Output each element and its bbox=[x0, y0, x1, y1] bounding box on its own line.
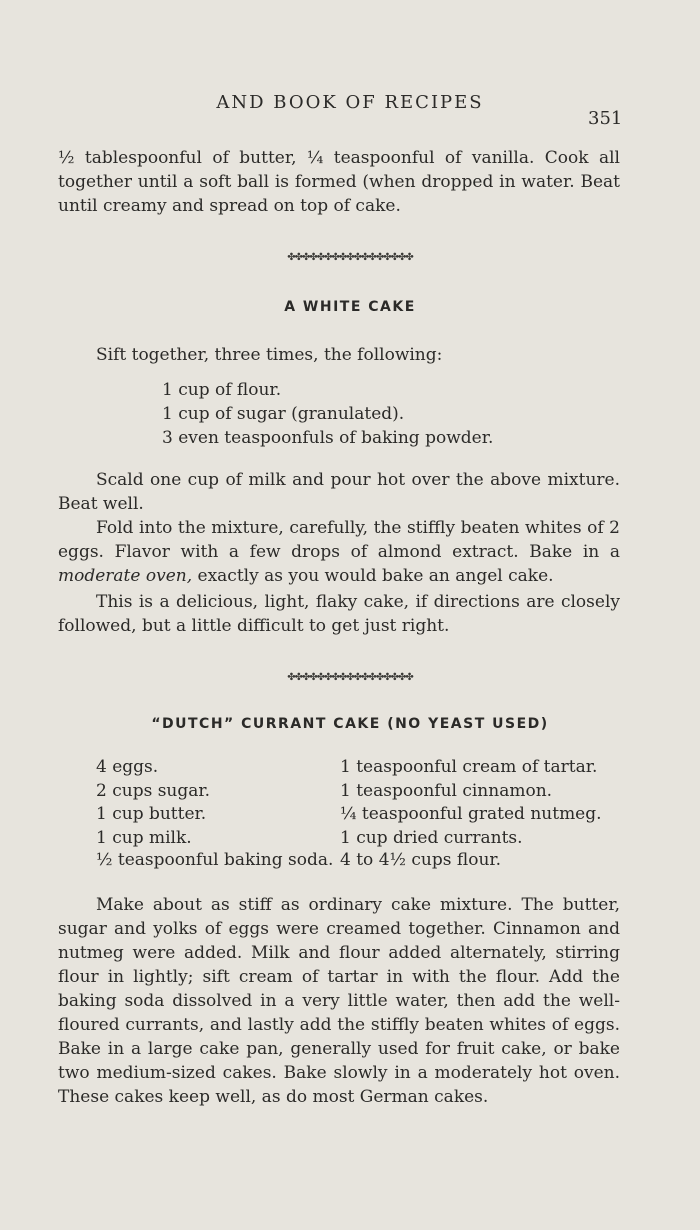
ingredient-item: 1 cup butter. bbox=[96, 804, 207, 824]
continued-text: ½ tablespoonful of butter, ¼ teaspoonful of vanilla. Cook all together until a soft ball is formed (when dropped in water. Beat until creamy and spread on top of cake. bbox=[58, 148, 620, 216]
ingredient-item: 2 cups sugar. bbox=[96, 780, 211, 801]
moderate-oven-emphasis: moderate oven, bbox=[58, 566, 193, 586]
white-cake-ingredients bbox=[162, 378, 493, 450]
dutch-cake-title: “DUTCH” CURRANT CAKE (NO YEAST USED) bbox=[151, 716, 549, 732]
ingredient-item: 1 teaspoonful cinnamon. bbox=[340, 780, 553, 801]
dutch-cake-ingredients-left bbox=[96, 756, 210, 850]
ingredient-item: 1 cup milk. bbox=[96, 827, 192, 848]
dutch-cake-ingredients-right bbox=[340, 756, 602, 850]
white-cake-para-2-tail: exactly as you would bake an angel cake. bbox=[192, 566, 554, 586]
white-cake-para-1: Scald one cup of milk and pour hot over the above mixture. Beat well. bbox=[58, 470, 620, 514]
white-cake-intro: Sift together, three times, the following: bbox=[96, 345, 443, 365]
running-head: AND BOOK OF RECIPES bbox=[216, 92, 484, 113]
ingredient-item: 1 cup of flour. bbox=[162, 380, 282, 400]
white-cake-para-2-text: Fold into the mixture, carefully, the stiffly beaten whites of 2 eggs. Flavor with a few drops of almond extract. Bake in a bbox=[58, 518, 620, 562]
ornament-divider: ✤✤✤✤✤✤✤✤✤✤✤✤✤✤✤✤✤ bbox=[287, 252, 413, 263]
ingredient-item: 1 cup dried currants. bbox=[340, 827, 523, 848]
white-cake-para-2 bbox=[58, 516, 620, 588]
ingredient-item: 4 to 4½ cups flour. bbox=[340, 850, 502, 870]
ingredient-item: 4 eggs. bbox=[96, 757, 159, 777]
ingredient-item: 1 teaspoonful cream of tartar. bbox=[340, 757, 598, 777]
ingredient-item: 3 even teaspoonfuls of baking powder. bbox=[162, 428, 494, 448]
white-cake-para-3: This is a delicious, light, flaky cake, if directions are closely followed, but a little difficult to get just right. bbox=[58, 592, 620, 636]
ornament-divider: ✤✤✤✤✤✤✤✤✤✤✤✤✤✤✤✤✤ bbox=[287, 672, 413, 683]
ingredient-item: ¼ teaspoonful grated nutmeg. bbox=[340, 804, 602, 824]
page-number: 351 bbox=[588, 108, 623, 129]
ingredient-item: 1 cup of sugar (granulated). bbox=[162, 404, 405, 424]
ingredient-item: ½ teaspoonful baking soda. bbox=[96, 850, 334, 870]
dutch-cake-method: Make about as stiff as ordinary cake mixture. The butter, sugar and yolks of eggs were creamed together. Cinnamon and nutmeg were added. Milk and flour added alternately, stirring flour in lightly; sift cream of tartar in with the flour. Add the baking soda dissolved in a very little water, then add the well-floured currants, and lastly add the stiffly beaten whites of eggs. Bake in a large cake pan, generally used for fruit cake, or bake two medium-sized cakes. Bake slowly in a moderately hot oven. These cakes keep well, as do most German cakes. bbox=[58, 895, 620, 1107]
white-cake-title: A WHITE CAKE bbox=[284, 299, 416, 315]
